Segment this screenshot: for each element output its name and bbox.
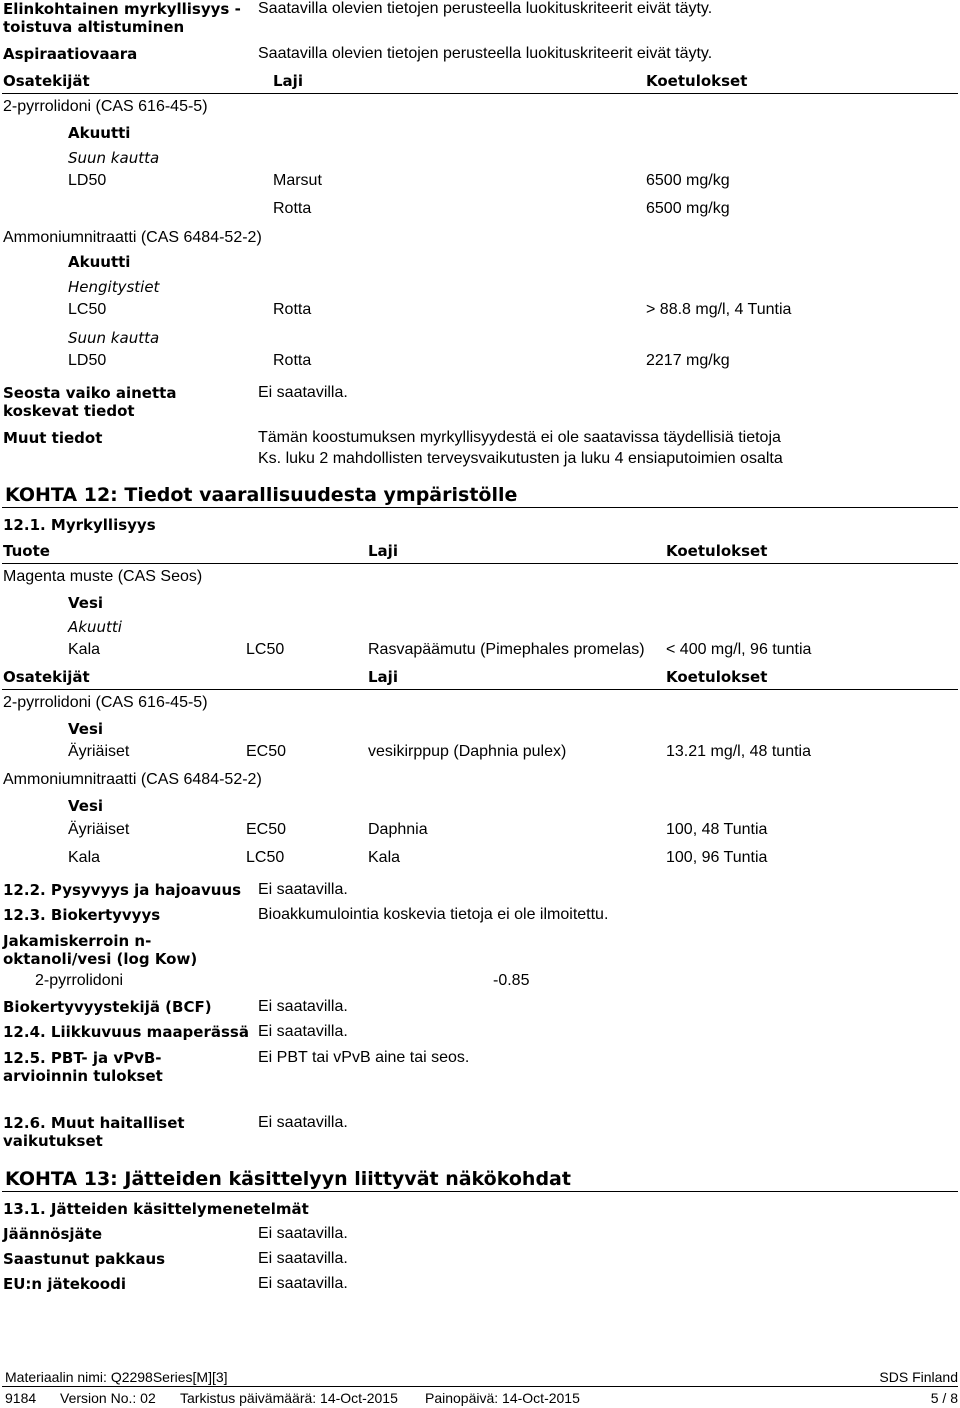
route-label: Suun kautta [68,149,160,167]
footer-print-date: Painopäivä: 14-Oct-2015 [425,1390,580,1406]
result-value: < 400 mg/l, 96 tuntia [666,641,812,658]
waste-code-value: Ei saatavilla. [258,1275,348,1292]
contaminated-packaging-label: Saastunut pakkaus [3,1250,166,1268]
mobility-value: Ei saatavilla. [258,1023,348,1040]
category-label: Akuutti [68,124,131,142]
category-label: Akuutti [68,253,131,271]
route-label: Suun kautta [68,329,160,347]
component-name: 2-pyrrolidoni (CAS 616-45-5) [3,694,208,711]
table-header-product: Tuote [3,542,50,560]
result-value: 100, 48 Tuntia [666,821,768,838]
species-value: Kala [368,849,401,866]
medium-label: Vesi [68,720,104,738]
table-header-species: Laji [273,72,303,90]
organism-label: Kala [68,641,101,658]
pbt-value: Ei PBT tai vPvB aine tai seos. [258,1049,470,1066]
species-value: Rotta [273,200,312,217]
medium-label: Vesi [68,594,104,612]
test-type: EC50 [246,743,287,760]
species-value: Rasvapäämutu (Pimephales promelas) [368,641,645,658]
test-type: LD50 [68,352,107,369]
organism-label: Äyriäiset [68,821,130,838]
partition-coefficient-label: Jakamiskerroin n-oktanoli/vesi (log Kow) [3,932,198,968]
table-header-component: Osatekijät [3,72,90,90]
other-info-line2: Ks. luku 2 mahdollisten terveysvaikutusten ja luku 4 ensiaputoimien osalta [258,450,783,467]
organism-label: Äyriäiset [68,743,130,760]
mixture-info-value: Ei saatavilla. [258,384,348,401]
aspiration-hazard-value: Saatavilla olevien tietojen perusteella luokituskriteerit eivät täyty. [258,45,713,62]
component-name: Ammoniumnitraatti (CAS 6484-52-2) [3,771,262,788]
waste-code-label: EU:n jätekoodi [3,1275,126,1293]
bioaccumulation-label: 12.3. Biokertyvyys [3,906,161,924]
subsection-disposal-methods: 13.1. Jätteiden käsittelymenetelmät [3,1200,309,1218]
residual-waste-value: Ei saatavilla. [258,1225,348,1242]
pbt-label: 12.5. PBT- ja vPvB-arvioinnin tulokset [3,1049,163,1085]
other-effects-value: Ei saatavilla. [258,1114,348,1131]
footer-sds-country: SDS Finland [879,1369,958,1385]
table-header-species: Laji [368,542,398,560]
result-value: 6500 mg/kg [646,172,730,189]
other-info-line1: Tämän koostumuksen myrkyllisyydestä ei ole saatavissa täydellisiä tietoja [258,429,781,446]
partition-substance: 2-pyrrolidoni [35,972,124,989]
footer-divider [2,1386,958,1387]
aspiration-hazard-label: Aspiraatiovaara [3,45,138,63]
table-header-species: Laji [368,668,398,686]
result-value: 100, 96 Tuntia [666,849,768,866]
table-header-component: Osatekijät [3,668,90,686]
partition-value: -0.85 [493,972,530,989]
table-header-divider [2,563,958,564]
test-type: LC50 [68,301,107,318]
component-name: Ammoniumnitraatti (CAS 6484-52-2) [3,229,262,246]
table-header-results: Koetulokset [666,668,768,686]
route-label: Hengitystiet [68,278,160,296]
bcf-label: Biokertyvyystekijä (BCF) [3,998,212,1016]
mixture-info-label: Seosta vaiko ainetta koskevat tiedot [3,384,177,420]
result-value: 6500 mg/kg [646,200,730,217]
component-name: 2-pyrrolidoni (CAS 616-45-5) [3,98,208,115]
species-value: Rotta [273,352,312,369]
result-value: 2217 mg/kg [646,352,730,369]
table-header-divider [2,93,958,94]
other-info-label: Muut tiedot [3,429,103,447]
subsection-toxicity: 12.1. Myrkyllisyys [3,516,156,534]
other-effects-label: 12.6. Muut haitalliset vaikutukset [3,1114,185,1150]
test-type: LD50 [68,172,107,189]
species-value: Marsut [273,172,322,189]
persistence-label: 12.2. Pysyvyys ja hajoavuus [3,881,242,899]
test-type: LC50 [246,849,285,866]
section-12-title: KOHTA 12: Tiedot vaarallisuudesta ympäristölle [5,484,518,506]
footer-revision-date: Tarkistus päivämäärä: 14-Oct-2015 [180,1390,398,1406]
residual-waste-label: Jäännösjäte [3,1225,103,1243]
species-value: vesikirppup (Daphnia pulex) [368,743,567,760]
chronic-toxicity-value: Saatavilla olevien tietojen perusteella luokituskriteerit eivät täyty. [258,0,713,17]
species-value: Daphnia [368,821,428,838]
footer-material-name: Materiaalin nimi: Q2298Series[M][3] [5,1369,228,1385]
table-header-results: Koetulokset [666,542,768,560]
footer-page-number: 5 / 8 [930,1390,958,1406]
contaminated-packaging-value: Ei saatavilla. [258,1250,348,1267]
bcf-value: Ei saatavilla. [258,998,348,1015]
species-value: Rotta [273,301,312,318]
test-type: LC50 [246,641,285,658]
footer-doc-id: 9184 [5,1390,37,1406]
test-type: EC50 [246,821,287,838]
result-value: > 88.8 mg/l, 4 Tuntia [646,301,792,318]
persistence-value: Ei saatavilla. [258,881,348,898]
bioaccumulation-value: Bioakkumulointia koskevia tietoja ei ole ilmoitettu. [258,906,609,923]
section-13-title: KOHTA 13: Jätteiden käsittelyyn liittyvät näkökohdat [5,1168,571,1190]
chronic-toxicity-label: Elinkohtainen myrkyllisyys - toistuva altistuminen [3,0,241,36]
table-header-divider [2,689,958,690]
section-13-divider [2,1191,958,1192]
section-12-divider [2,507,958,508]
organism-label: Kala [68,849,101,866]
table-header-results: Koetulokset [646,72,748,90]
mobility-label: 12.4. Liikkuvuus maaperässä [3,1023,249,1041]
category-label: Akuutti [68,618,122,636]
result-value: 13.21 mg/l, 48 tuntia [666,743,811,760]
product-name: Magenta muste (CAS Seos) [3,568,203,585]
footer-version: Version No.: 02 [60,1390,156,1406]
medium-label: Vesi [68,797,104,815]
